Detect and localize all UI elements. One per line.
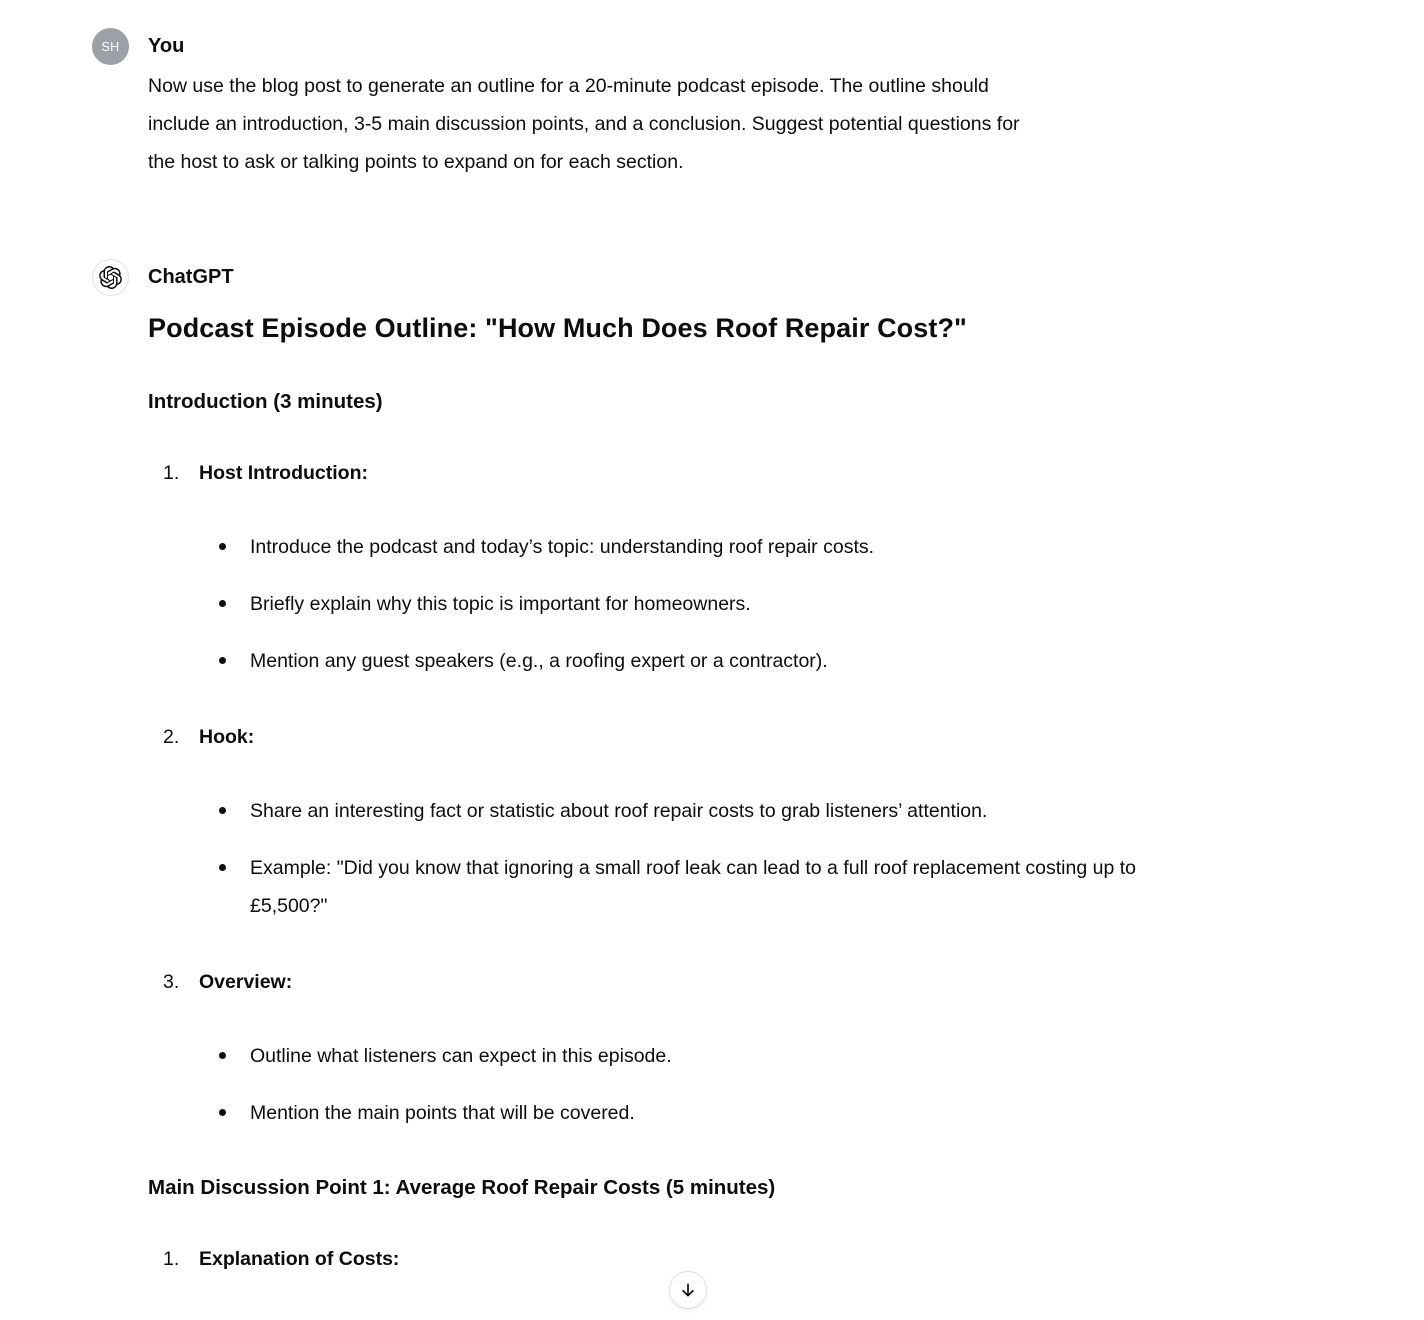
user-avatar-initials: SH [101, 39, 120, 54]
list-item-host-introduction [148, 458, 1284, 680]
bullet-item: Introduce the podcast and today’s topic: understanding roof repair costs. [250, 528, 1160, 566]
assistant-author-label: ChatGPT [148, 266, 234, 288]
list-item-number: 1. [163, 462, 180, 484]
response-title: Podcast Episode Outline: "How Much Does Roof Repair Cost?" [148, 313, 967, 343]
bullet-item: Briefly explain why this topic is important for homeowners. [250, 585, 1160, 623]
list-item-explanation-of-costs [148, 1244, 1284, 1274]
list-item-number: 2. [163, 726, 180, 748]
bullet-item: Example: "Did you know that ignoring a small roof leak can lead to a full roof replacement costing up to £5,500?" [250, 849, 1160, 925]
section-heading-introduction: Introduction (3 minutes) [148, 390, 383, 413]
arrow-down-icon [679, 1281, 697, 1299]
list-item-label: Hook: [199, 726, 255, 748]
user-message [92, 28, 1284, 181]
list-item-label: Explanation of Costs: [199, 1248, 400, 1270]
bullet-item: Mention the main points that will be covered. [250, 1094, 1160, 1132]
chatgpt-logo-icon [92, 259, 129, 296]
bullet-item: Outline what listeners can expect in this episode. [250, 1037, 1160, 1075]
user-author-label: You [148, 35, 185, 57]
bullet-list [148, 1037, 1284, 1132]
section-heading-main-point-1: Main Discussion Point 1: Average Roof Repair Costs (5 minutes) [148, 1176, 776, 1199]
assistant-message [92, 259, 1284, 1274]
list-item-label: Host Introduction: [199, 462, 368, 484]
list-item-label: Overview: [199, 971, 293, 993]
bullet-item: Mention any guest speakers (e.g., a roofing expert or a contractor). [250, 642, 1160, 680]
user-message-text: Now use the blog post to generate an outline for a 20-minute podcast episode. The outline should include an introduction, 3-5 main discussion points, and a conclusion. Suggest potential questions for the host to ask or talking points to expand on for each section. [148, 75, 1020, 173]
list-item-overview [148, 967, 1284, 1132]
scroll-to-bottom-button[interactable] [669, 1271, 707, 1309]
list-item-number: 3. [163, 971, 180, 993]
list-item-hook [148, 722, 1284, 925]
bullet-list [148, 792, 1284, 925]
list-item-number: 1. [163, 1248, 180, 1270]
bullet-item: Share an interesting fact or statistic about roof repair costs to grab listeners’ attention. [250, 792, 1160, 830]
bullet-list [148, 528, 1284, 680]
user-avatar [92, 28, 129, 65]
